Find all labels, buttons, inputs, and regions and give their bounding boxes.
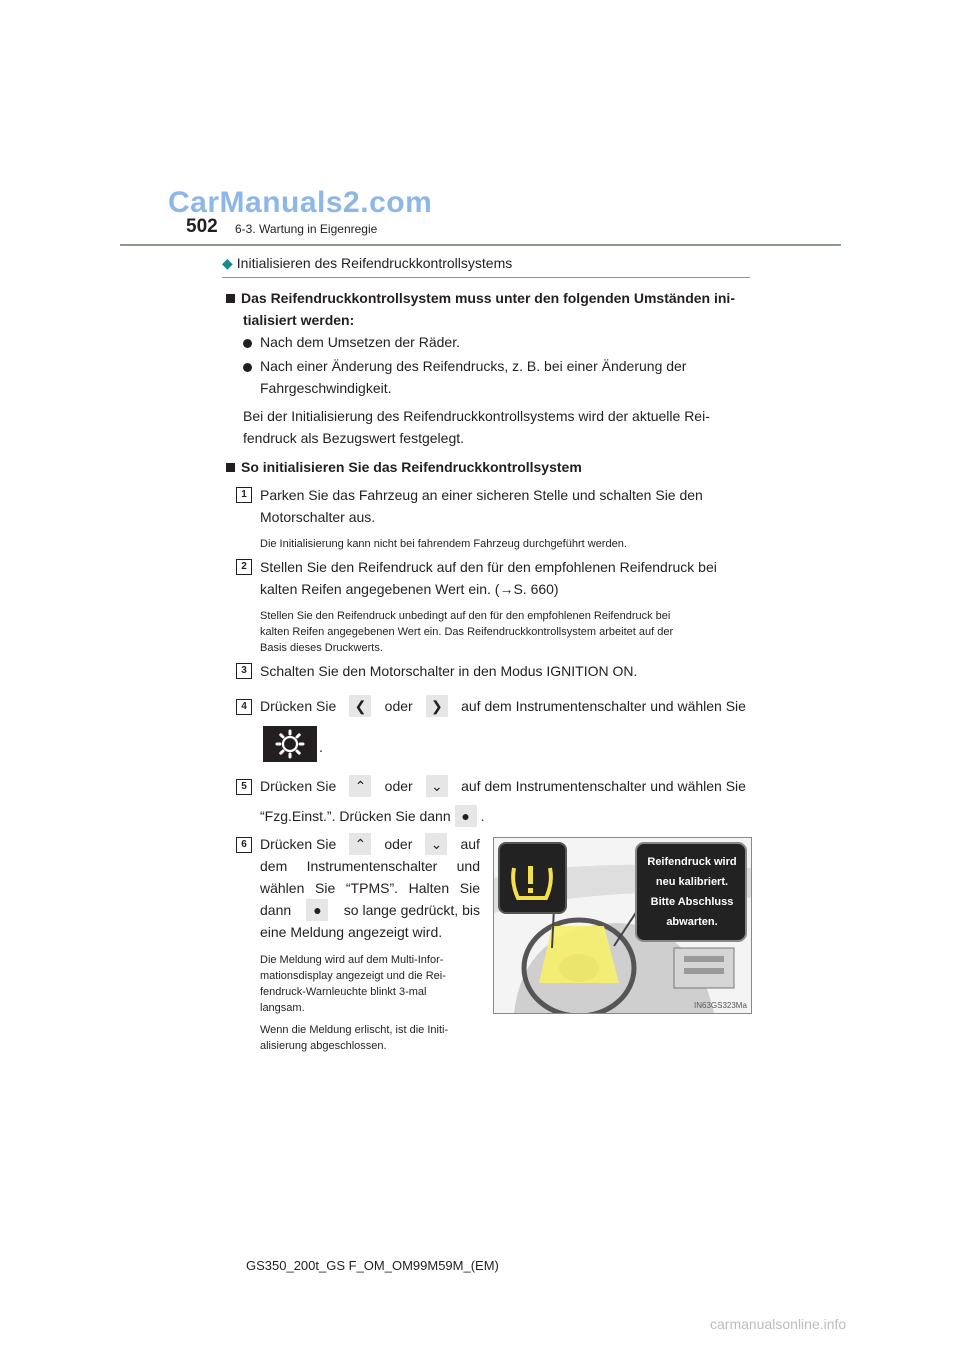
section-title: 6-3. Wartung in Eigenregie (235, 222, 378, 236)
chevron-down-icon: ⌄ (426, 775, 448, 797)
step-number: 2 (236, 559, 252, 575)
tpms-message: Reifendruck wird neu kalibriert. Bitte Abschluss abwarten. (647, 856, 737, 928)
step-number: 6 (236, 837, 252, 853)
block1-title: Das Reifendruckkontrollsystem muss unter den folgenden Umständen ini- tialisiert werden: (226, 287, 746, 331)
bullet-dot-icon (243, 339, 252, 348)
square-bullet-icon (226, 463, 235, 472)
subheading-divider (222, 277, 750, 278)
block2-title: So initialisieren Sie das Reifendruckkontrollsystem (226, 456, 582, 478)
step-text: Drücken Sie ⌃ oder ⌄ auf dem Instrumentenschalter und wählen Sie (260, 775, 746, 797)
step-text: Parken Sie das Fahrzeug an einer sicheren Stelle und schalten Sie den Motorschalter aus. (260, 487, 703, 525)
figure-code: IN63GS323Ma (694, 1001, 747, 1010)
footer-code: GS350_200t_GS F_OM_OM99M59M_(EM) (246, 1258, 499, 1273)
chevron-up-icon: ⌃ (349, 775, 371, 797)
bottom-watermark: carmanualsonline.info (710, 1316, 847, 1332)
block1-paragraph: Bei der Initialisierung des Reifendruckkontrollsystems wird der aktuelle Rei- fendruck als Bezugswert festgelegt. (243, 408, 710, 446)
chevron-down-icon: ⌄ (425, 833, 447, 855)
step-text: Drücken Sie ⌃ oder ⌄ auf dem Instrumentenschalter und wählen Sie “TPMS”. Halten Sie dann ● so lange gedrückt, bis eine Meldung angezeigt wird. (260, 833, 480, 943)
enter-dot-icon: ● (455, 805, 477, 827)
bullet-item: Nach dem Umsetzen der Räder. (243, 331, 460, 353)
enter-dot-icon: ● (306, 899, 328, 921)
settings-gear-icon (263, 726, 317, 762)
step-note: Stellen Sie den Reifendruck unbedingt auf den für den empfohlenen Reifendruck bei kalten Reifen angegebenen Wert ein. Das Reifendruckkontrollsystem arbeitet auf der Basis dieses Druckwerts. (260, 610, 674, 654)
dashboard-illustration (493, 837, 752, 1014)
chevron-right-icon: ❯ (426, 695, 448, 717)
step-number: 3 (236, 663, 252, 679)
watermark-logo: CarManuals2.com (168, 186, 433, 219)
step-note: Wenn die Meldung erlischt, ist die Initi- alisierung abgeschlossen. (260, 1024, 449, 1052)
chevron-left-icon: ❮ (349, 695, 371, 717)
diamond-icon: ◆ (222, 255, 233, 271)
step-note: Die Meldung wird auf dem Multi-Infor- mationsdisplay angezeigt und die Rei- fendruck-Warnleuchte blinkt 3-mal langsam. (260, 954, 446, 1014)
subheading: ◆ Initialisieren des Reifendruckkontrollsystems (222, 255, 513, 271)
bullet-item: Nach einer Änderung des Reifendrucks, z. B. bei einer Änderung der Fahrgeschwindigkeit. (243, 355, 747, 399)
square-bullet-icon (226, 294, 235, 303)
step-number: 5 (236, 779, 252, 795)
step-text: Stellen Sie den Reifendruck auf den für den empfohlenen Reifendruck bei kalten Reifen angegebenen Wert ein. (→S. 660) (260, 559, 717, 597)
step-text: Schalten Sie den Motorschalter in den Modus IGNITION ON. (260, 663, 638, 679)
bullet-dot-icon (243, 363, 252, 372)
page-number: 502 (186, 216, 218, 237)
step-text: Drücken Sie ❮ oder ❯ auf dem Instrumentenschalter und wählen Sie (260, 695, 746, 717)
step-note: Die Initialisierung kann nicht bei fahrendem Fahrzeug durchgeführt werden. (260, 538, 627, 550)
step-number: 1 (236, 487, 252, 503)
step-text: “Fzg.Einst.”. Drücken Sie dann ● . (260, 805, 485, 827)
chevron-up-icon: ⌃ (349, 833, 371, 855)
step-text-end: . (319, 739, 323, 755)
step-number: 4 (236, 699, 252, 715)
header-divider (120, 244, 841, 246)
